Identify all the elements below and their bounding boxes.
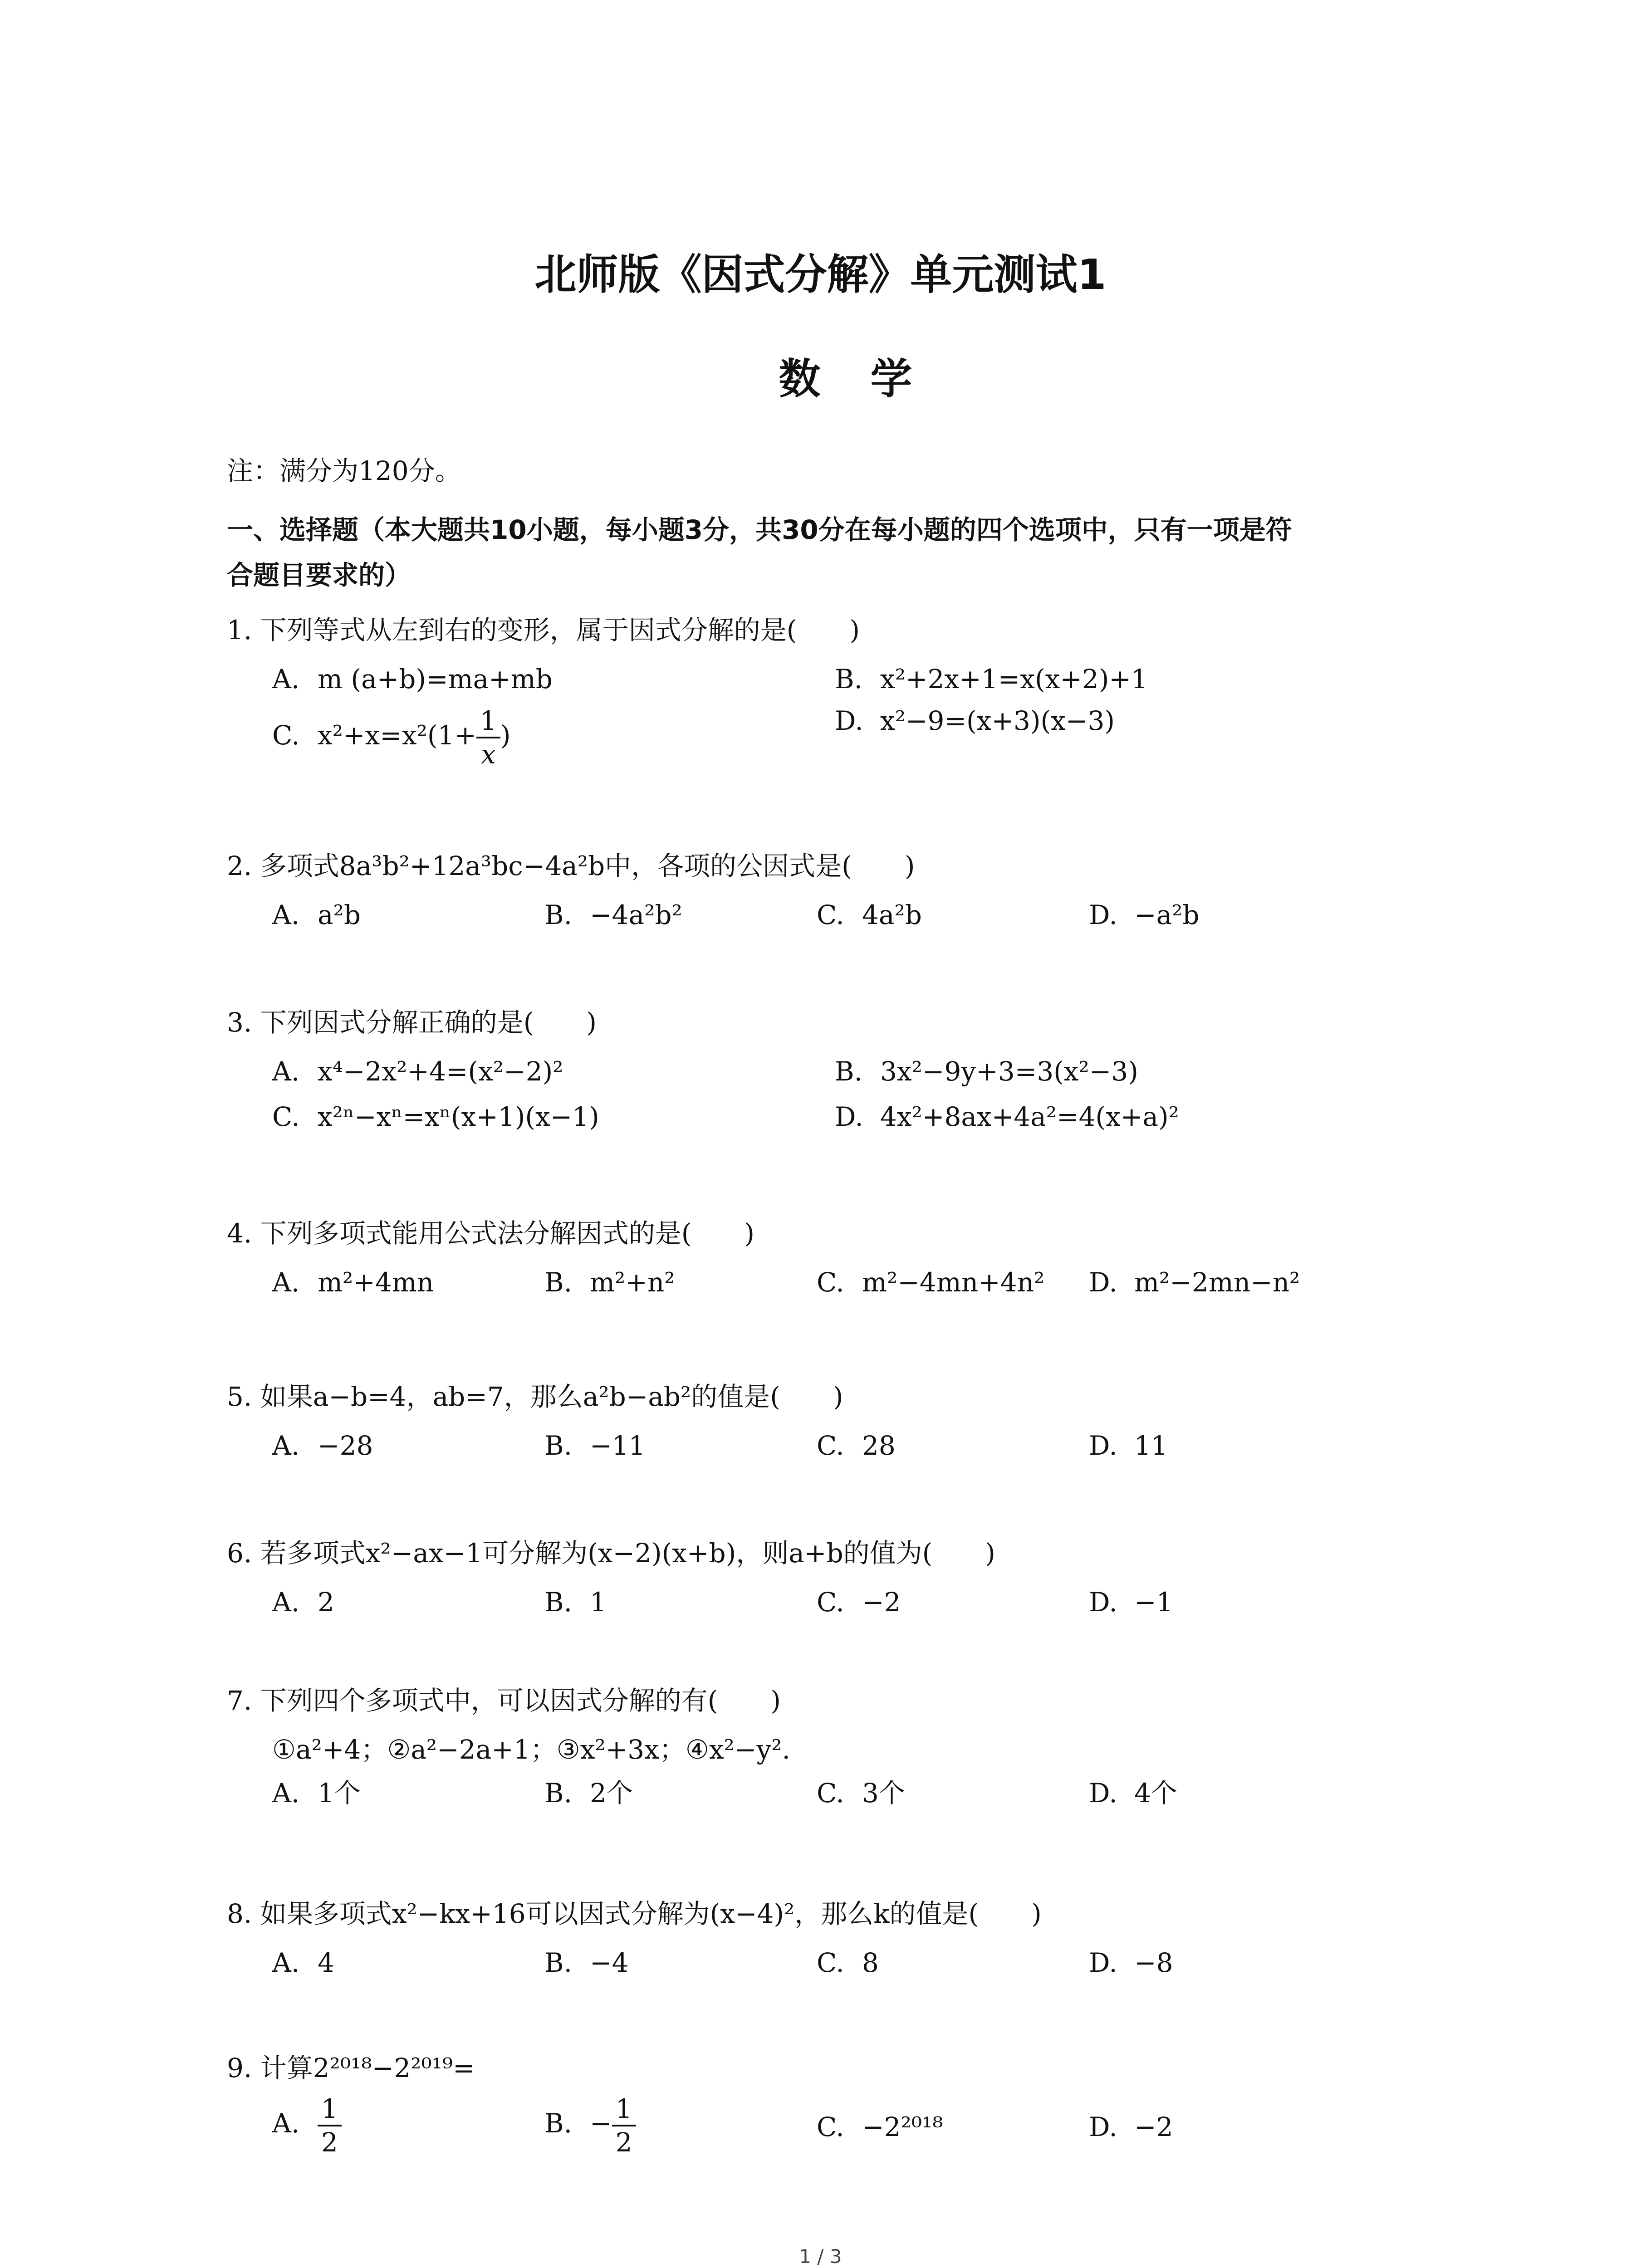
option-b[interactable]: B. m²+n² [544,1267,675,1298]
option-c[interactable]: C. x²ⁿ−xⁿ=xⁿ(x+1)(x−1) [272,1101,599,1132]
question-stem: 7. 下列四个多项式中，可以因式分解的有( ) [227,1685,781,1716]
question-stem: 3. 下列因式分解正确的是( ) [227,1007,597,1038]
question-stem: 6. 若多项式x²−ax−1可分解为(x−2)(x+b)，则a+b的值为( ) [227,1538,995,1569]
fraction: $\frac{1}{2}$ [318,2096,342,2156]
question-3 [227,1009,1452,1132]
score-note: 注：满分为120分。 [227,455,461,486]
option-a[interactable]: A. $\frac{1}{2}$ [272,2096,342,2156]
option-d[interactable]: D. −8 [1089,1947,1173,1978]
option-b[interactable]: B. −4 [544,1947,629,1978]
question-2 [227,850,1452,930]
option-d[interactable]: D. 4x²+8ax+4a²=4(x+a)² [835,1101,1179,1132]
section-heading-line1: 一、选择题（本大题共10小题，每小题3分，共30分在每小题的四个选项中，只有一项是符 [227,514,1292,545]
option-d[interactable]: D. −1 [1089,1587,1173,1618]
option-b[interactable]: B. − $\frac{1}{2}$ [544,2096,636,2156]
option-c[interactable]: C. 8 [817,1947,879,1978]
option-b[interactable]: B. 1 [544,1587,607,1618]
option-d[interactable]: D. −2 [1089,2112,1173,2142]
question-6 [227,1540,1452,1617]
question-9 [227,2055,1452,2168]
option-a[interactable]: A. m (a+b)=ma+mb [272,664,553,694]
option-c[interactable]: C. 28 [817,1430,896,1461]
option-a[interactable]: A. m²+4mn [272,1267,434,1298]
option-d[interactable]: D. 11 [1089,1430,1168,1461]
option-b[interactable]: B. −11 [544,1430,646,1461]
section-heading-line2: 合题目要求的） [227,560,411,591]
fraction: $\frac{1}{x}$ [476,708,500,767]
option-a[interactable]: A. 2 [272,1587,334,1618]
document-title: 北师版《因式分解》单元测试1 [534,250,1107,299]
question-1 [227,615,1452,770]
option-d[interactable]: D. x²−9=(x+3)(x−3) [835,705,1115,736]
option-b[interactable]: B. −4a²b² [544,899,682,930]
question-stem: 2. 多项式8a³b²+12a³bc−4a²b中，各项的公因式是( ) [227,850,915,881]
option-a[interactable]: A. a²b [272,899,361,930]
question-stem: 5. 如果a−b=4，ab=7，那么a²b−ab²的值是( ) [227,1381,843,1412]
option-c[interactable]: C. 3个 [817,1778,905,1809]
option-b[interactable]: B. x²+2x+1=x(x+2)+1 [835,664,1148,694]
option-c[interactable]: C. −2 [817,1587,901,1618]
page-number: 1 / 3 [799,2245,842,2268]
option-d[interactable]: D. −a²b [1089,899,1200,930]
question-stem: 9. 计算2²⁰¹⁸−2²⁰¹⁹= [227,2053,475,2083]
question-8 [227,1898,1452,1978]
option-a[interactable]: A. 4 [272,1947,334,1978]
question-4 [227,1220,1452,1297]
question-sub-line: ①a²+4；②a²−2a+1；③x²+3x；④x²−y². [272,1734,790,1765]
subject-title: 数学 [779,355,962,403]
option-a[interactable]: A. x⁴−2x²+4=(x²−2)² [272,1056,563,1087]
option-c[interactable]: C. x²+x=x²(1+ $\frac{1}{x}$ ) [272,705,511,770]
question-stem: 1. 下列等式从左到右的变形，属于因式分解的是( ) [227,615,860,645]
option-d[interactable]: D. m²−2mn−n² [1089,1267,1300,1298]
question-stem: 8. 如果多项式x²−kx+16可以因式分解为(x−4)²，那么k的值是( ) [227,1898,1042,1929]
option-a[interactable]: A. 1个 [272,1778,361,1809]
option-c[interactable]: C. m²−4mn+4n² [817,1267,1045,1298]
question-7 [227,1687,1452,1808]
question-5 [227,1383,1452,1461]
option-a[interactable]: A. −28 [272,1430,373,1461]
fraction: $\frac{1}{2}$ [612,2096,636,2156]
option-d[interactable]: D. 4个 [1089,1778,1177,1809]
option-c[interactable]: C. 4a²b [817,899,922,930]
option-c[interactable]: C. −2²⁰¹⁸ [817,2112,943,2142]
option-b[interactable]: B. 3x²−9y+3=3(x²−3) [835,1056,1138,1087]
question-stem: 4. 下列多项式能用公式法分解因式的是( ) [227,1218,755,1249]
option-b[interactable]: B. 2个 [544,1778,633,1809]
